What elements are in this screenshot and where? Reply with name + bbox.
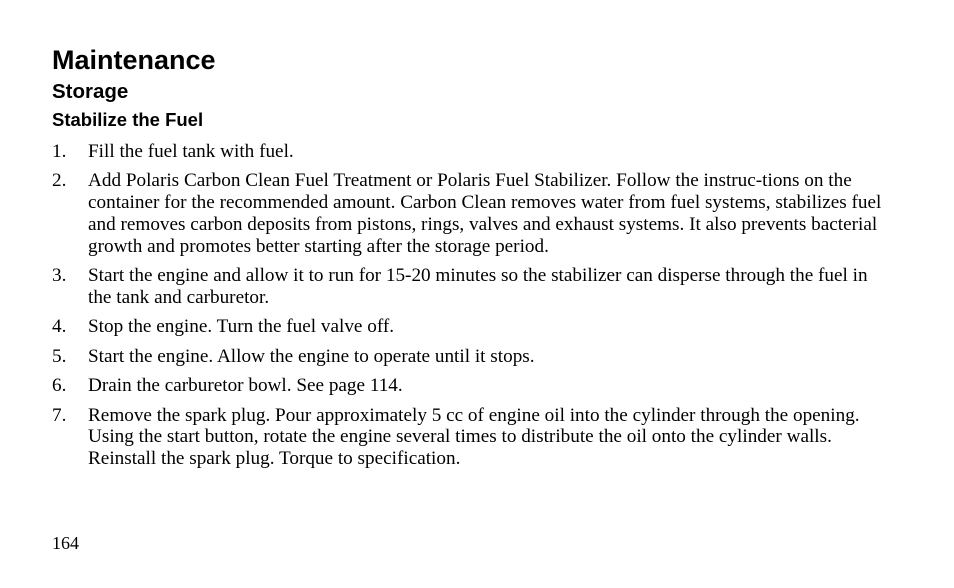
step-number: 7. (52, 404, 67, 426)
step-item (52, 316, 882, 338)
step-item (52, 375, 882, 397)
step-number: 1. (52, 141, 67, 162)
step-text: Drain the carburetor bowl. See page 114. (88, 375, 403, 397)
step-text: Remove the spark plug. Pour approximately 5 cc of engine oil into the cylinder through the opening. Using the start button, rotate the engine several times to distribute the oil onto the cylinder walls. Reinstall the spark plug. Torque to specification. (88, 404, 860, 470)
step-item (52, 265, 882, 309)
topic-title: Stabilize the Fuel (52, 109, 204, 130)
page-number: 164 (52, 533, 79, 553)
step-text: Add Polaris Carbon Clean Fuel Treatment or Polaris Fuel Stabilizer. Follow the instruc-tions on the container for the recommended amount. Carbon Clean removes water from fuel systems, stabilizes fuel and removes carbon deposits from pistons, rings, valves and exhaust systems. It also prevents bacterial growth and promotes better starting after the storage period. (88, 170, 882, 257)
step-number: 3. (52, 265, 67, 287)
step-item (52, 405, 882, 470)
step-number: 5. (52, 345, 67, 367)
step-number: 6. (52, 375, 67, 397)
step-item (52, 141, 882, 163)
step-text: Fill the fuel tank with fuel. (88, 141, 294, 162)
section-title: Maintenance (52, 45, 216, 75)
subsection-title: Storage (52, 80, 129, 103)
step-text: Stop the engine. Turn the fuel valve off. (88, 316, 395, 338)
step-number: 2. (52, 170, 67, 192)
step-text: Start the engine and allow it to run for 15-20 minutes so the stabilizer can disperse through the fuel in the tank and carburetor. (88, 265, 868, 308)
steps-list (52, 141, 882, 478)
step-text: Start the engine. Allow the engine to operate until it stops. (88, 345, 535, 367)
step-number: 4. (52, 316, 67, 338)
step-item (52, 170, 882, 257)
step-item (52, 346, 882, 368)
